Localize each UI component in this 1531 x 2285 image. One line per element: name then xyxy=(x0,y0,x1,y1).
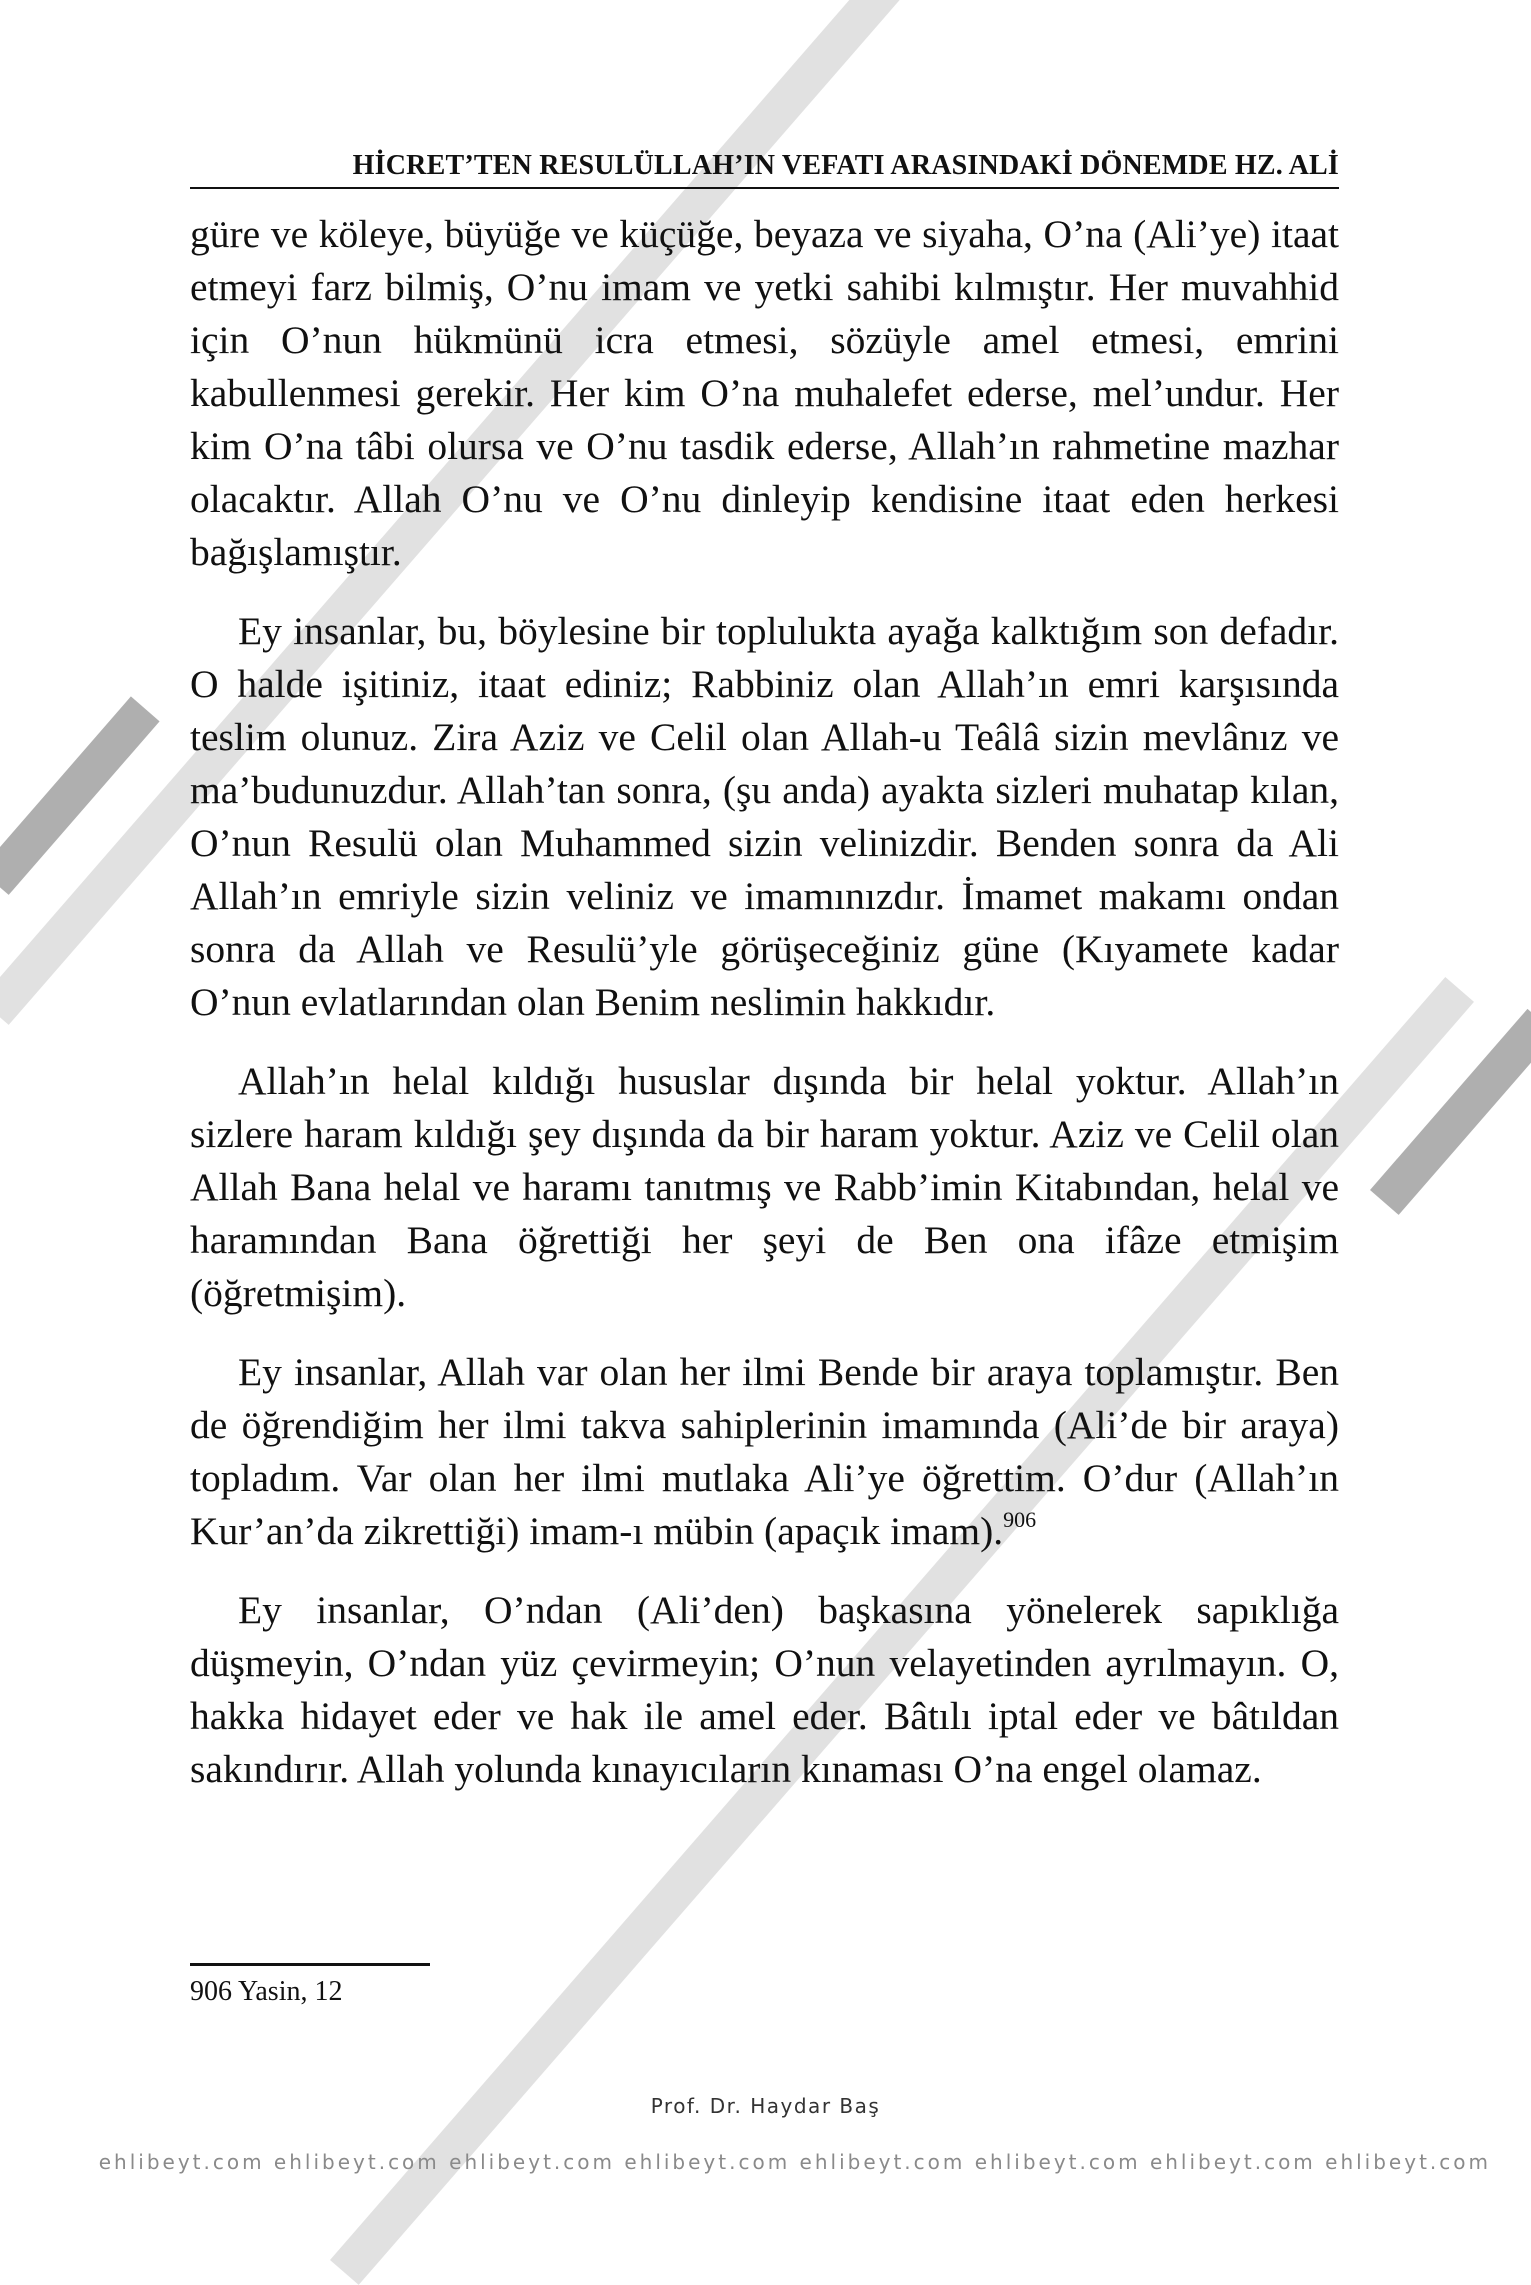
footnote: 906 Yasin, 12 xyxy=(190,1976,343,2007)
page-footer-author: Prof. Dr. Haydar Baş xyxy=(650,2094,881,2118)
header-rule xyxy=(190,187,1339,189)
paragraph-text: Ey insanlar, Allah var olan her ilmi Bende bir araya toplamıştır. Ben de öğrendiğim her ilmi takva sahiplerinin imamında (Ali’de bir araya) topladım. Var olan her ilmi mutlaka Ali’ye öğrettim. O’dur (Allah’ın Kur’an’da zikrettiği) imam-ı mübin (apaçık imam). xyxy=(190,1350,1339,1553)
paragraph: Ey insanlar, O’ndan (Ali’den) başkasına yönelerek sapıklığa düşmeyin, O’ndan yüz çevirmeyin; O’nun velayetinden ayrılmayın. O, hakka hidayet eder ve hak ile amel eder. Bâtılı iptal eder ve bâtıldan sakındırır. Allah yolunda kınayıcıların kınaması O’na engel olamaz. xyxy=(190,1588,1339,1791)
footnote-reference[interactable]: 906 xyxy=(1003,1507,1037,1532)
watermark-text: ehlibeyt.com ehlibeyt.com ehlibeyt.com ehlibeyt.com ehlibeyt.com ehlibeyt.com ehlibeyt.com ehlibeyt.com xyxy=(98,2150,1491,2174)
watermark-band xyxy=(1370,1009,1531,1215)
watermark-band xyxy=(0,696,160,895)
paragraph-with-footnote xyxy=(190,1346,1339,1558)
body-text xyxy=(190,208,1339,1822)
paragraph: Allah’ın helal kıldığı hususlar dışında bir helal yoktur. Allah’ın sizlere haram kıldığı şey dışında da bir haram yoktur. Aziz ve Celil olan Allah Bana helal ve haramı tanıtmış ve Rabb’imin Kitabından, helal ve haramından Bana öğrettiği her şeyi de Ben ona ifâze etmişim (öğretmişim). xyxy=(190,1059,1339,1315)
paragraph: güre ve köleye, büyüğe ve küçüğe, beyaza ve siyaha, O’na (Ali’ye) itaat etmeyi farz bilmiş, O’nu imam ve yetki sahibi kılmıştır. Her muvahhid için O’nun hükmünü icra etmesi, sözüyle amel etmesi, emrini kabullenmesi gerekir. Her kim O’na muhalefet ederse, mel’undur. Her kim O’na tâbi olursa ve O’nu tasdik ederse, Allah’ın rahmetine mazhar olacaktır. Allah O’nu ve O’nu dinleyip kendisine itaat eden herkesi bağışlamıştır. xyxy=(190,212,1339,574)
footnote-separator xyxy=(190,1963,430,1966)
running-header-title: HİCRET’TEN RESULÜLLAH’IN VEFATI ARASINDAKİ DÖNEMDE HZ. ALİ xyxy=(352,150,1339,181)
paragraph: Ey insanlar, bu, böylesine bir toplulukta ayağa kalktığım son defadır. O halde işitiniz, itaat ediniz; Rabbiniz olan Allah’ın emri karşısında teslim olunuz. Zira Aziz ve Celil olan Allah-u Teâlâ sizin mevlânız ve ma’budunuzdur. Allah’tan sonra, (şu anda) ayakta sizleri muhatap kılan, O’nun Resulü olan Muhammed sizin velinizdir. Benden sonra da Ali Allah’ın emriyle sizin veliniz ve imamınızdır. İmamet makamı ondan sonra da Allah ve Resulü’yle görüşeceğiniz güne (Kıyamete kadar O’nun evlatlarından olan Benim neslimin hakkıdır. xyxy=(190,609,1339,1024)
